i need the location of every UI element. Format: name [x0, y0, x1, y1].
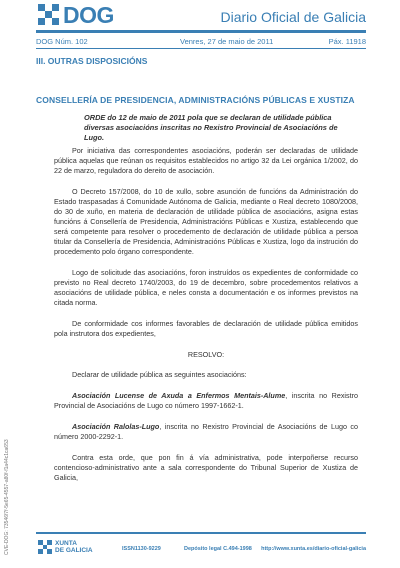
logo-text: DOG [63, 2, 114, 28]
association-item [54, 391, 358, 411]
legal-deposit: Depósito legal C.494-1998 [184, 546, 252, 552]
document-body [54, 146, 358, 494]
closing-paragraph: Contra esta orde, que pon fin á vía administrativa, pode interpoñerse recurso contencioso-administrativo ante a sala correspondente do Tribunal Superior de Xustiza de Galicia, [54, 453, 358, 482]
dog-logo [38, 4, 114, 26]
issue-number: DOG Núm. 102 [36, 37, 88, 46]
journal-title: Diario Oficial de Galicia [220, 9, 366, 25]
paragraph: Por iniciativa das correspondentes asociacións, poderán ser declaradas de utilidade pública aquelas que reúnan os requisitos establecidos no artigo 32 da Lei orgánica 1/2002, do 22 de marzo, reguladora do dereito de asociación. [54, 146, 358, 175]
association-text: , inscrita no Rexistro Provincial de Asociacións de Lugo co número 2000-2292-1. [54, 422, 358, 441]
journal-url[interactable]: http://www.xunta.es/diario-oficial-galicia [261, 546, 366, 552]
association-text: , inscrita no Rexistro Provincial de Asociacións de Lugo co número 1997-1662-1. [54, 391, 359, 410]
issue-date: Venres, 27 de maio de 2011 [180, 37, 274, 46]
resolvo-heading: RESOLVO: [187, 350, 225, 359]
xunta-line1: XUNTA [55, 540, 77, 547]
xunta-logo [38, 540, 93, 554]
page-number: Páx. 11918 [328, 37, 366, 46]
paragraph: O Decreto 157/2008, do 10 de xullo, sobre asunción de funcións da Administración do Estado traspasadas á Comunidade Autónoma de Galicia, mediante o Real decreto 1080/2008, do 30 de xuño, en materia de declaración de utilidade pública de asociacións, asigna estas funcións á Consellería de Presidencia, Administracións Públicas e Xustiza, establecendo que será competente para resolver o procedemento de declaración de utilidade pública a persoa titular da Consellería de Presidencia, Administracións Públicas e Xustiza, logo da instrución do procedemento polo órgano correspondente. [54, 187, 358, 256]
paragraph: Logo de solicitude das asociacións, foron instruídos os expedientes de conformidade co previsto no Real decreto 1740/2003, do 19 de decembro, sobre procedementos relativos a asociacións de utilidade pública, e neles consta a documentación e os informes previstos na citada norma. [54, 268, 358, 307]
page-footer [36, 532, 366, 560]
section-heading: III. OUTRAS DISPOSICIÓNS [36, 56, 148, 66]
issue-meta [36, 34, 366, 49]
association-name: Asociación Ralolas-Lugo [72, 422, 160, 431]
dog-logo-icon [38, 4, 60, 26]
issn: ISSN1130-9229 [122, 546, 161, 552]
declare-line: Declarar de utilidade pública as seguintes asociacións: [72, 370, 247, 379]
cve-code: CVE-DOG: 73546f7f-5e65-4557-a80f-f1a44c1ca653 [4, 439, 10, 555]
page-header [36, 0, 366, 33]
xunta-logo-icon [38, 540, 52, 554]
association-item [54, 422, 358, 442]
department-heading: CONSELLERÍA DE PRESIDENCIA, ADMINISTRACIÓNS PÚBLICAS E XUSTIZA [36, 95, 355, 105]
order-summary: ORDE do 12 de maio de 2011 pola que se declaran de utilidade pública diversas asociacións inscritas no Rexistro Provincial de Asociacións de Lugo. [84, 113, 338, 142]
paragraph: De conformidade cos informes favorables de declaración de utilidade pública emitidos pola instrutora dos expedientes, [54, 319, 358, 338]
xunta-line2: DE GALICIA [55, 547, 93, 554]
association-name: Asociación Lucense de Axuda a Enfermos Mentais-Alume [72, 391, 286, 400]
